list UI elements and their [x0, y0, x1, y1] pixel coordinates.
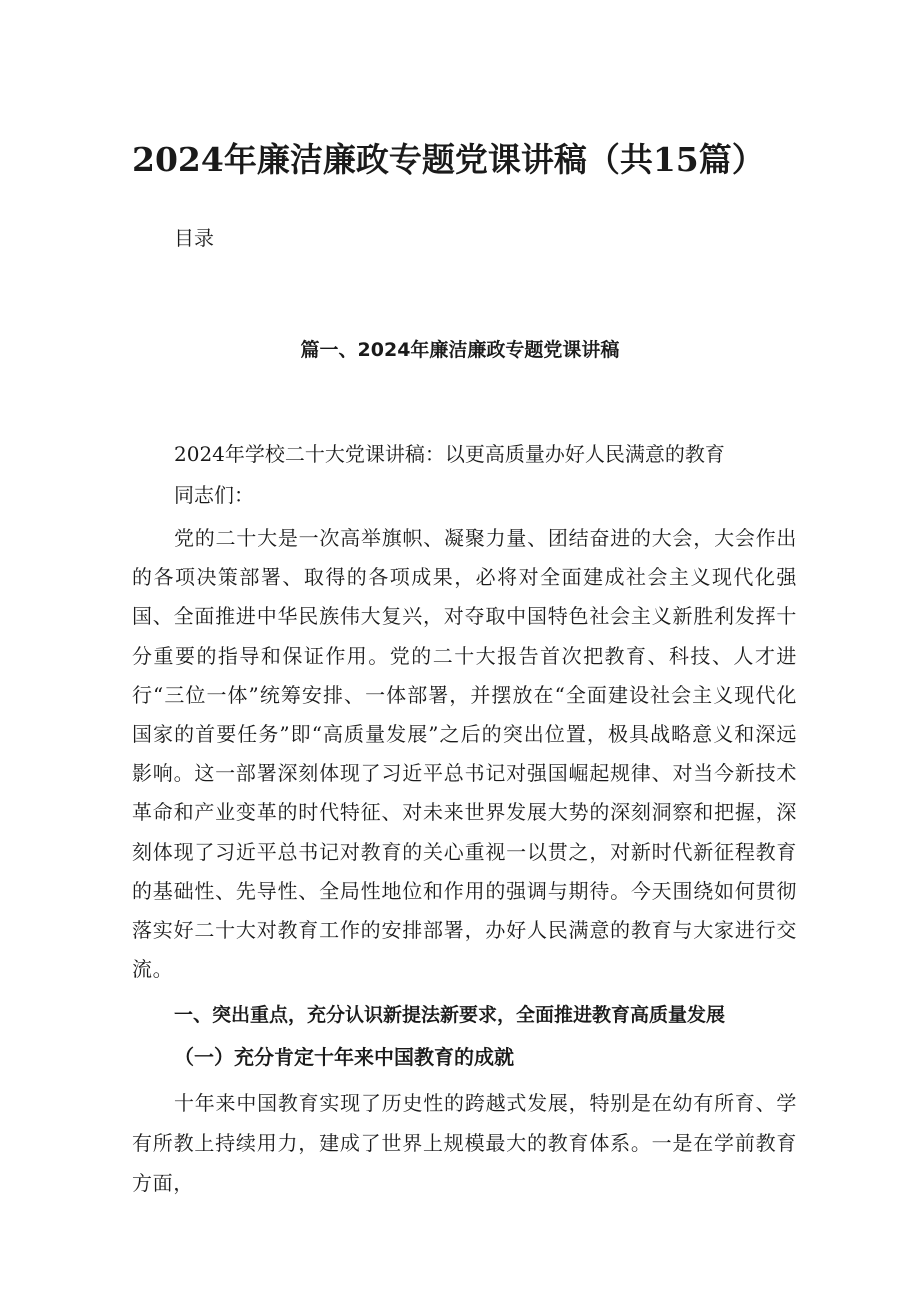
speech-subtitle: 2024年学校二十大党课讲稿：以更高质量办好人民满意的教育	[174, 442, 725, 466]
body-paragraph-2: 十年来中国教育实现了历史性的跨越式发展，特别是在幼有所育、学有所教上持续用力，建成了世界上规模最大的教育体系。一是在学前教育方面，	[132, 1091, 797, 1195]
toc-label: 目录	[174, 226, 214, 250]
body-paragraph-1: 党的二十大是一次高举旗帜、凝聚力量、团结奋进的大会，大会作出的各项决策部署、取得的各项成果，必将对全面建成社会主义现代化强国、全面推进中华民族伟大复兴，对夺取中国特色社会主义新胜利发挥十分重要的指导和保证作用。党的二十大报告首次把教育、科技、人才进行“三位一体”统筹安排、一体部署，并摆放在“全面建设社会主义现代化国家的首要任务”即“高质量发展”之后的突出位置，极具战略意义和深远影响。这一部署深刻体现了习近平总书记对强国崛起规律、对当今新技术革命和产业变革的时代特征、对未来世界发展大势的深刻洞察和把握，深刻体现了习近平总书记对教育的关心重视一以贯之，对新时代新征程教育的基础性、先导性、全局性地位和作用的强调与期待。今天围绕如何贯彻落实好二十大对教育工作的安排部署，办好人民满意的教育与大家进行交流。	[132, 526, 797, 982]
document-title: 2024年廉洁廉政专题党课讲稿（共15篇）	[132, 140, 765, 179]
section-heading: 篇一、2024年廉洁廉政专题党课讲稿	[300, 339, 620, 361]
heading-level-1: 一、突出重点，充分认识新提法新要求，全面推进教育高质量发展	[174, 1004, 726, 1026]
heading-level-2: （一）充分肯定十年来中国教育的成就	[174, 1045, 514, 1069]
salutation: 同志们：	[174, 483, 254, 507]
